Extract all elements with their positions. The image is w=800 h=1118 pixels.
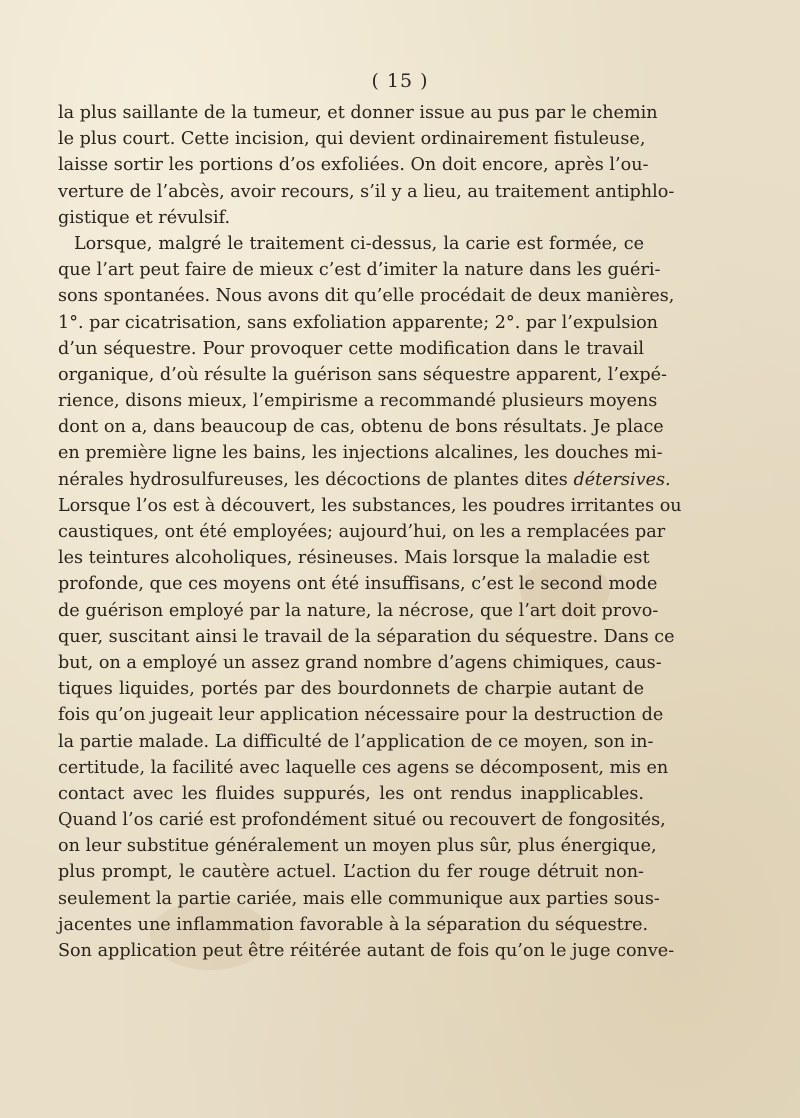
text-line: les teintures alcoholiques, résineuses. Mais lorsque la maladie est bbox=[58, 548, 650, 569]
text-line: verture de l’abcès, avoir recours, s’il y a lieu, au traitement antiphlo- bbox=[58, 181, 675, 202]
text-line-segment: nérales hydrosulfureuses, les décoctions de plantes dites bbox=[58, 469, 568, 490]
text-line: Quand l’os carié est profondément situé ou recouvert de fongosités, bbox=[58, 810, 666, 831]
text-line: gistique et révulsif. bbox=[58, 207, 231, 228]
text-line: profonde, que ces moyens ont été insuffisans, c’est le second mode bbox=[58, 574, 658, 595]
text-line: dont on a, dans beaucoup de cas, obtenu de bons résultats. Je place bbox=[58, 417, 664, 438]
text-line: laisse sortir les portions d’os exfoliées. On doit encore, après l’ou- bbox=[58, 155, 649, 176]
text-line: que l’art peut faire de mieux c’est d’imiter la nature dans les guéri- bbox=[58, 260, 661, 281]
text-line: le plus court. Cette incision, qui devient ordinairement fistuleuse, bbox=[58, 129, 646, 150]
text-line: sons spontanées. Nous avons dit qu’elle procédait de deux manières, bbox=[58, 286, 675, 307]
body-text bbox=[58, 100, 682, 964]
italic-word: détersives. bbox=[573, 469, 671, 490]
text-line: rience, disons mieux, l’empirisme a recommandé plusieurs moyens bbox=[58, 391, 658, 412]
text-line: d’un séquestre. Pour provoquer cette modification dans le travail bbox=[58, 338, 644, 359]
text-line: Son application peut être réitérée autant de fois qu’on le juge conve- bbox=[58, 941, 675, 961]
text-line: but, on a employé un assez grand nombre d’agens chimiques, caus- bbox=[58, 652, 662, 673]
text-line: la plus saillante de la tumeur, et donner issue au pus par le chemin bbox=[58, 103, 658, 123]
text-line: contact avec les fluides suppurés, les ont rendus inapplicables. bbox=[58, 783, 644, 804]
text-line: en première ligne les bains, les injections alcalines, les douches mi- bbox=[58, 443, 663, 464]
text-line: la partie malade. La difficulté de l’application de ce moyen, son in- bbox=[58, 731, 654, 752]
text-line: organique, d’où résulte la guérison sans séquestre apparent, l’expé- bbox=[58, 364, 667, 385]
text-line: 1°. par cicatrisation, sans exfoliation apparente; 2°. par l’expulsion bbox=[58, 312, 658, 333]
text-line: Lorsque l’os est à découvert, les substances, les poudres irritantes ou bbox=[58, 495, 682, 516]
text-line: on leur substitue généralement un moyen plus sûr, plus énergique, bbox=[58, 836, 657, 857]
text-line: jacentes une inflammation favorable à la séparation du séquestre. bbox=[58, 914, 649, 935]
text-line: Lorsque, malgré le traitement ci-dessus, la carie est formée, ce bbox=[74, 233, 644, 254]
text-line-with-italic bbox=[58, 467, 671, 493]
text-line: plus prompt, le cautère actuel. L’action du fer rouge détruit non- bbox=[58, 862, 644, 883]
text-line: caustiques, ont été employées; aujourd’hui, on les a remplacées par bbox=[58, 522, 666, 542]
text-line: seulement la partie cariée, mais elle communique aux parties sous- bbox=[58, 888, 660, 909]
text-line: quer, suscitant ainsi le travail de la séparation du séquestre. Dans ce bbox=[58, 626, 675, 647]
text-line: certitude, la facilité avec laquelle ces agens se décomposent, mis en bbox=[58, 757, 669, 778]
text-line: fois qu’on jugeait leur application nécessaire pour la destruction de bbox=[58, 705, 664, 726]
page-number: ( 15 ) bbox=[371, 70, 429, 92]
text-line: de guérison employé par la nature, la nécrose, que l’art doit provo- bbox=[58, 600, 659, 621]
text-line: tiques liquides, portés par des bourdonnets de charpie autant de bbox=[58, 679, 644, 700]
